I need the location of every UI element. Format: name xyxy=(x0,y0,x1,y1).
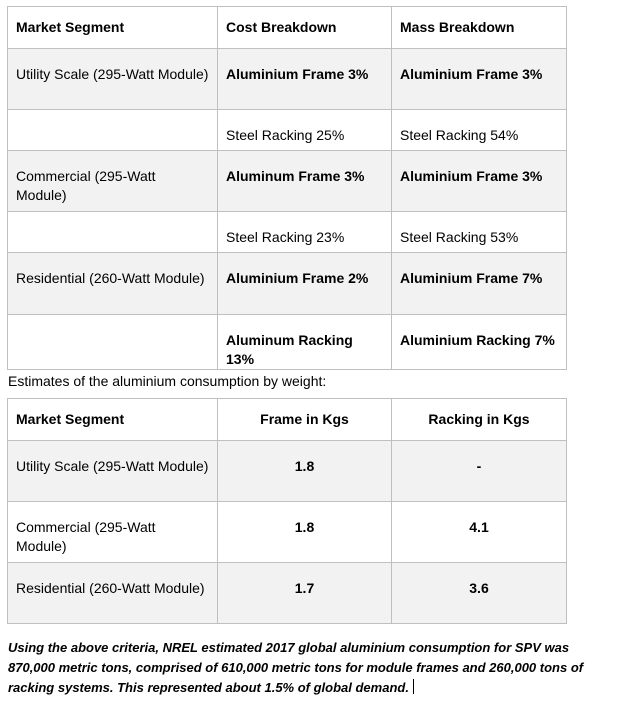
mass-cell: Aluminium Frame 7% xyxy=(392,253,567,315)
frame-cell: 1.8 xyxy=(218,502,392,563)
caption-text: Estimates of the aluminium consumption by weight: xyxy=(8,373,327,389)
table-row xyxy=(8,110,567,151)
table-header-row xyxy=(8,399,567,441)
column-header: Racking in Kgs xyxy=(392,399,567,441)
mass-cell: Steel Racking 53% xyxy=(392,212,567,253)
mass-cell: Aluminium Frame 3% xyxy=(392,151,567,212)
conclusion-text: Using the above criteria, NREL estimated 2017 global aluminium consumption for SPV was 870,000 metric tons, comprised of 610,000 metric tons for module frames and 260,000 tons of racking systems. This represented about 1.5% of global demand. xyxy=(8,640,584,695)
breakdown-table xyxy=(7,6,567,370)
table-row xyxy=(8,563,567,624)
table-row xyxy=(8,49,567,110)
cost-cell: Aluminum Frame 3% xyxy=(218,151,392,212)
consumption-table xyxy=(7,398,567,624)
racking-cell: - xyxy=(392,441,567,502)
segment-cell: Utility Scale (295-Watt Module) xyxy=(8,49,218,110)
table-row xyxy=(8,315,567,370)
column-header: Frame in Kgs xyxy=(218,399,392,441)
mass-cell: Aluminium Racking 7% xyxy=(392,315,567,370)
segment-cell xyxy=(8,110,218,151)
column-header: Market Segment xyxy=(8,7,218,49)
segment-cell: Residential (260-Watt Module) xyxy=(8,253,218,315)
segment-cell: Commercial (295-Watt Module) xyxy=(8,502,218,563)
table-row xyxy=(8,253,567,315)
frame-cell: 1.8 xyxy=(218,441,392,502)
table-row xyxy=(8,212,567,253)
cost-cell: Aluminium Frame 3% xyxy=(218,49,392,110)
mass-cell: Aluminium Frame 3% xyxy=(392,49,567,110)
segment-cell: Commercial (295-Watt Module) xyxy=(8,151,218,212)
segment-cell xyxy=(8,315,218,370)
cost-cell: Steel Racking 23% xyxy=(218,212,392,253)
cost-cell: Aluminum Racking 13% xyxy=(218,315,392,370)
text-cursor xyxy=(413,679,414,694)
frame-cell: 1.7 xyxy=(218,563,392,624)
segment-cell: Residential (260-Watt Module) xyxy=(8,563,218,624)
conclusion-paragraph[interactable] xyxy=(8,638,612,698)
segment-cell: Utility Scale (295-Watt Module) xyxy=(8,441,218,502)
cost-cell: Aluminium Frame 2% xyxy=(218,253,392,315)
table-row xyxy=(8,502,567,563)
mass-cell: Steel Racking 54% xyxy=(392,110,567,151)
racking-cell: 3.6 xyxy=(392,563,567,624)
racking-cell: 4.1 xyxy=(392,502,567,563)
cost-cell: Steel Racking 25% xyxy=(218,110,392,151)
column-header: Market Segment xyxy=(8,399,218,441)
table-row xyxy=(8,151,567,212)
table-row xyxy=(8,441,567,502)
table-header-row xyxy=(8,7,567,49)
column-header: Cost Breakdown xyxy=(218,7,392,49)
segment-cell xyxy=(8,212,218,253)
column-header: Mass Breakdown xyxy=(392,7,567,49)
